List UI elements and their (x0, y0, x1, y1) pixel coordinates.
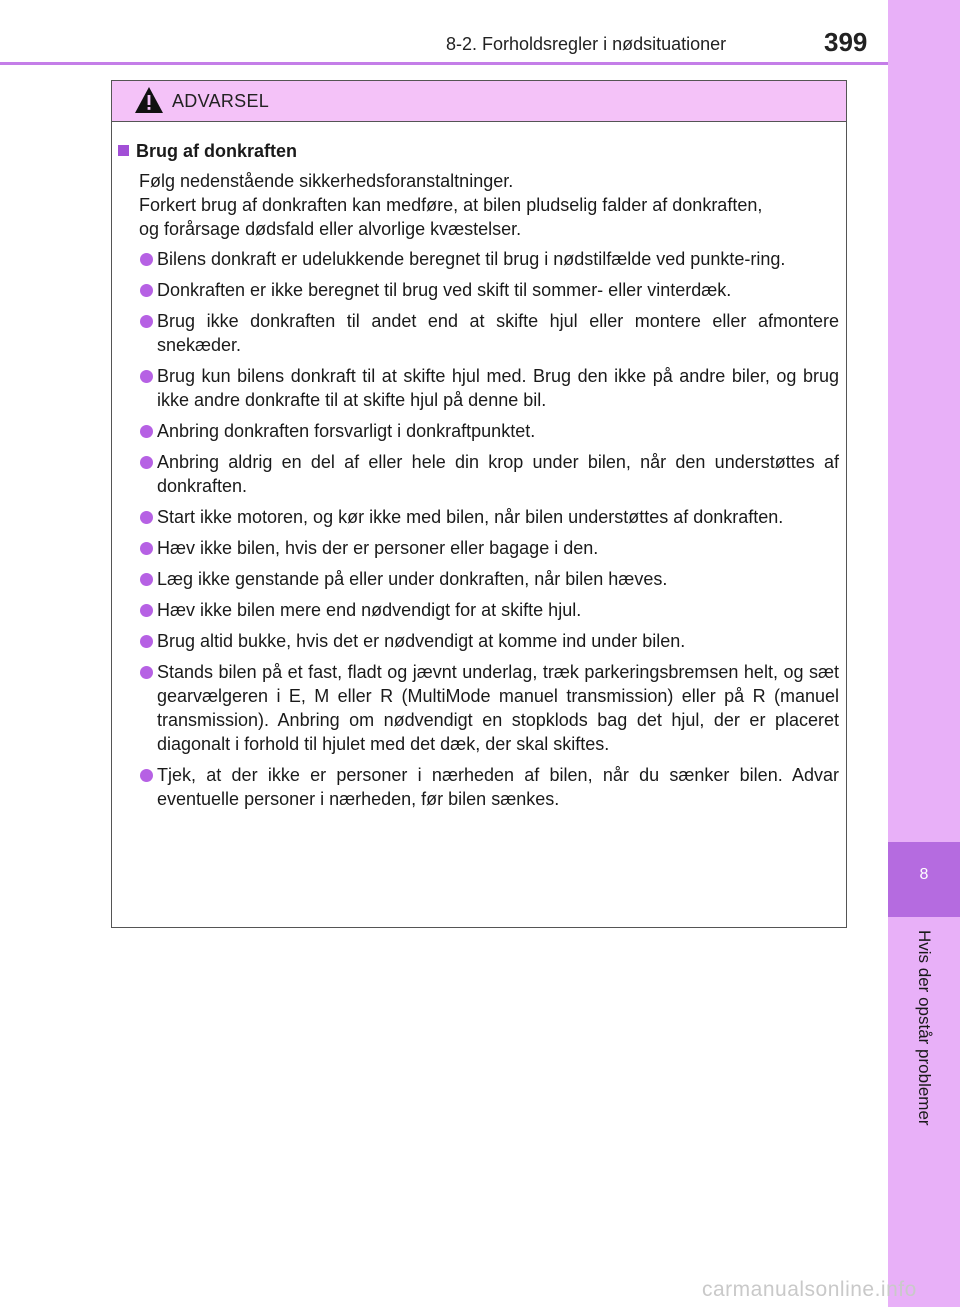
list-item: Læg ikke genstande på eller under donkraften, når bilen hæves. (128, 567, 839, 591)
list-item: Anbring aldrig en del af eller hele din krop under bilen, når den understøttes af donkraften. (128, 450, 839, 498)
bullet-dot-icon (140, 456, 153, 469)
bullet-dot-icon (140, 542, 153, 555)
warning-title: ADVARSEL (172, 91, 270, 111)
bullet-dot-icon (140, 315, 153, 328)
bullet-dot-icon (140, 604, 153, 617)
section-title: 8-2. Forholdsregler i nødsituationer (446, 34, 727, 54)
bullet-dot-icon (140, 425, 153, 438)
square-bullet-icon (118, 145, 129, 156)
bullet-dot-icon (140, 635, 153, 648)
list-item: Hæv ikke bilen mere end nødvendigt for at skifte hjul. (128, 598, 839, 622)
bullet-dot-icon (140, 666, 153, 679)
chapter-number: 8 (919, 866, 929, 883)
watermark-text: carmanualsonline.info (702, 1278, 917, 1301)
header-divider (0, 62, 888, 65)
list-item: Donkraften er ikke beregnet til brug ved skift til sommer- eller vinterdæk. (128, 278, 839, 302)
bullet-dot-icon (140, 253, 153, 266)
bullet-dot-icon (140, 769, 153, 782)
intro-text-3: og forårsage dødsfald eller alvorlige kvæstelser. (139, 219, 522, 239)
list-item: Hæv ikke bilen, hvis der er personer eller bagage i den. (128, 536, 839, 560)
section-heading-text: Brug af donkraften (136, 141, 298, 161)
list-item: Anbring donkraften forsvarligt i donkraftpunktet. (128, 419, 839, 443)
section-heading (118, 141, 297, 162)
bullet-dot-icon (140, 284, 153, 297)
intro-text-2: Forkert brug af donkraften kan medføre, at bilen pludselig falder af donkraften, (139, 195, 763, 215)
list-item: Bilens donkraft er udelukkende beregnet til brug i nødstilfælde ved punkte-ring. (128, 247, 839, 271)
warning-box (111, 80, 847, 928)
list-item: Brug altid bukke, hvis det er nødvendigt at komme ind under bilen. (128, 629, 839, 653)
bullet-list (128, 247, 839, 818)
chapter-title: Hvis der opstår problemer (915, 930, 934, 1126)
warning-header (112, 81, 846, 122)
intro-text-1: Følg nedenstående sikkerhedsforanstaltninger. (139, 171, 514, 191)
bullet-dot-icon (140, 511, 153, 524)
side-tab (888, 0, 960, 1307)
bullet-dot-icon (140, 370, 153, 383)
list-item: Brug ikke donkraften til andet end at skifte hjul eller montere eller afmontere snekæder. (128, 309, 839, 357)
list-item: Start ikke motoren, og kør ikke med bilen, når bilen understøttes af donkraften. (128, 505, 839, 529)
warning-triangle-icon (134, 86, 164, 114)
list-item: Brug kun bilens donkraft til at skifte hjul med. Brug den ikke på andre biler, og brug ikke andre donkrafte til at skifte hjul på denne bil. (128, 364, 839, 412)
page-number: 399 (824, 27, 868, 57)
list-item: Stands bilen på et fast, fladt og jævnt underlag, træk parkeringsbremsen helt, og sæt gearvælgeren i E, M eller R (MultiMode manuel transmission) eller på R (manuel transmission). Anbring om nødvendigt en stopklods bag det hjul, der er placeret diagonalt i forhold til hjulet med det dæk, der skal skiftes. (128, 660, 839, 756)
bullet-dot-icon (140, 573, 153, 586)
list-item: Tjek, at der ikke er personer i nærheden af bilen, når du sænker bilen. Advar eventuelle personer i nærheden, før bilen sænkes. (128, 763, 839, 811)
